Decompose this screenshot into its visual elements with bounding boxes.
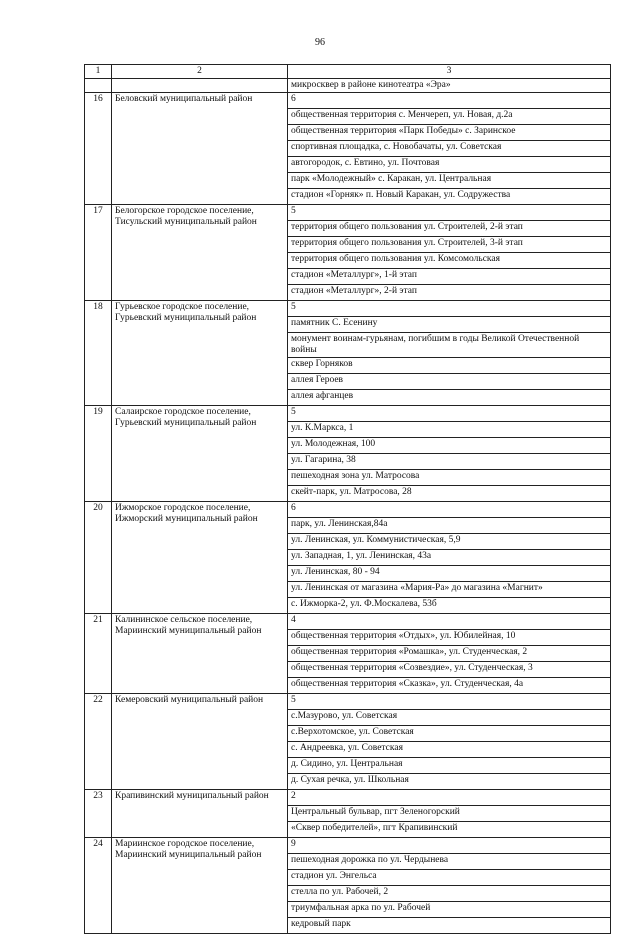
territory-item: стадион «Металлург», 1-й этап (288, 269, 611, 285)
territory-item: общественная территория «Парк Победы» с. Заринское (288, 125, 611, 141)
table-row (85, 205, 611, 221)
territory-item: триумфальная арка по ул. Рабочей (288, 902, 611, 918)
territory-item: памятник С. Есенину (288, 317, 611, 333)
row-number: 24 (85, 838, 112, 934)
page-number: 96 (315, 37, 325, 48)
row-number: 18 (85, 301, 112, 406)
territory-item: с. Ижморка-2, ул. Ф.Москалева, 53б (288, 598, 611, 614)
table-row (85, 502, 611, 518)
territory-item: монумент воинам-гурьянам, погибшим в годы Великой Отечественной войны (288, 333, 611, 358)
territory-item: Центральный бульвар, пгт Зеленогорский (288, 806, 611, 822)
territory-item: парк «Молодежный» с. Каракан, ул. Центральная (288, 173, 611, 189)
territory-item: сквер Горняков (288, 358, 611, 374)
municipality-name: Калининское сельское поселение, Мариинский муниципальный район (112, 614, 288, 694)
territory-item: ул. Ленинская от магазина «Мария-Ра» до магазина «Магнит» (288, 582, 611, 598)
municipality-name: Беловский муниципальный район (112, 93, 288, 205)
territory-item: кедровый парк (288, 918, 611, 934)
territory-item: ул. Молодежная, 100 (288, 438, 611, 454)
row-number: 17 (85, 205, 112, 301)
territory-count: 9 (288, 838, 611, 854)
header-col-2: 2 (112, 65, 288, 79)
continuation-item: микросквер в районе кинотеатра «Эра» (288, 79, 611, 93)
territory-item: д. Сухая речка, ул. Школьная (288, 774, 611, 790)
territory-item: ул. Ленинская, ул. Коммунистическая, 5,9 (288, 534, 611, 550)
municipality-name: Кемеровский муниципальный район (112, 694, 288, 790)
table-header-row (85, 65, 611, 79)
table-row (85, 614, 611, 630)
territory-item: аллея Героев (288, 374, 611, 390)
territory-count: 5 (288, 301, 611, 317)
territory-count: 4 (288, 614, 611, 630)
territory-item: д. Сидино, ул. Центральная (288, 758, 611, 774)
territory-item: территория общего пользования ул. Комсомольская (288, 253, 611, 269)
territory-item: ул. Ленинская, 80 - 94 (288, 566, 611, 582)
territory-item: общественная территория с. Менчереп, ул. Новая, д.2а (288, 109, 611, 125)
territory-item: ул. К.Маркса, 1 (288, 422, 611, 438)
table-row (85, 406, 611, 422)
header-col-3: 3 (288, 65, 611, 79)
municipality-name: Крапивинский муниципальный район (112, 790, 288, 838)
territory-item: «Сквер победителей», пгт Крапивинский (288, 822, 611, 838)
municipality-name: Белогорское городское поселение, Тисульский муниципальный район (112, 205, 288, 301)
row-number: 16 (85, 93, 112, 205)
territory-item: стадион «Горняк» п. Новый Каракан, ул. Содружества (288, 189, 611, 205)
continuation-row (85, 79, 611, 93)
table-row (85, 838, 611, 854)
municipality-name: Ижморское городское поселение, Ижморский муниципальный район (112, 502, 288, 614)
territory-item: с.Мазурово, ул. Советская (288, 710, 611, 726)
municipality-name: Мариинское городское поселение, Мариинский муниципальный район (112, 838, 288, 934)
territory-item: территория общего пользования ул. Строителей, 2-й этап (288, 221, 611, 237)
territory-item: стадион «Металлург», 2-й этап (288, 285, 611, 301)
territory-item: стадион ул. Энгельса (288, 870, 611, 886)
territory-count: 5 (288, 205, 611, 221)
territory-item: пешеходная зона ул. Матросова (288, 470, 611, 486)
row-number: 20 (85, 502, 112, 614)
territory-item: общественная территория «Сказка», ул. Студенческая, 4а (288, 678, 611, 694)
territory-item: общественная территория «Отдых», ул. Юбилейная, 10 (288, 630, 611, 646)
municipality-name: Гурьевское городское поселение, Гурьевский муниципальный район (112, 301, 288, 406)
territory-count: 5 (288, 694, 611, 710)
territory-count: 6 (288, 93, 611, 109)
territory-count: 2 (288, 790, 611, 806)
municipality-name: Салаирское городское поселение, Гурьевский муниципальный район (112, 406, 288, 502)
territory-item: автогородок, с. Евтино, ул. Почтовая (288, 157, 611, 173)
territory-item: общественная территория «Ромашка», ул. Студенческая, 2 (288, 646, 611, 662)
territory-item: спортивная площадка, с. Новобачаты, ул. Советская (288, 141, 611, 157)
header-col-1: 1 (85, 65, 112, 79)
territory-item: парк, ул. Ленинская,84а (288, 518, 611, 534)
territories-table (84, 64, 611, 934)
territory-item: ул. Гагарина, 38 (288, 454, 611, 470)
territory-count: 5 (288, 406, 611, 422)
territory-item: общественная территория «Созвездие», ул. Студенческая, 3 (288, 662, 611, 678)
territory-item: ул. Западная, 1, ул. Ленинская, 43а (288, 550, 611, 566)
table-row (85, 790, 611, 806)
territory-item: аллея афганцев (288, 390, 611, 406)
territory-item: территория общего пользования ул. Строителей, 3-й этап (288, 237, 611, 253)
row-number: 22 (85, 694, 112, 790)
table-row (85, 301, 611, 317)
row-number: 23 (85, 790, 112, 838)
table-row (85, 93, 611, 109)
table-row (85, 694, 611, 710)
row-number: 19 (85, 406, 112, 502)
territory-count: 6 (288, 502, 611, 518)
territory-item: стелла по ул. Рабочей, 2 (288, 886, 611, 902)
row-number: 21 (85, 614, 112, 694)
territory-item: с.Верхотомское, ул. Советская (288, 726, 611, 742)
territory-item: пешеходная дорожка по ул. Чердынева (288, 854, 611, 870)
territory-item: с. Андреевка, ул. Советская (288, 742, 611, 758)
territory-item: скейт-парк, ул. Матросова, 28 (288, 486, 611, 502)
